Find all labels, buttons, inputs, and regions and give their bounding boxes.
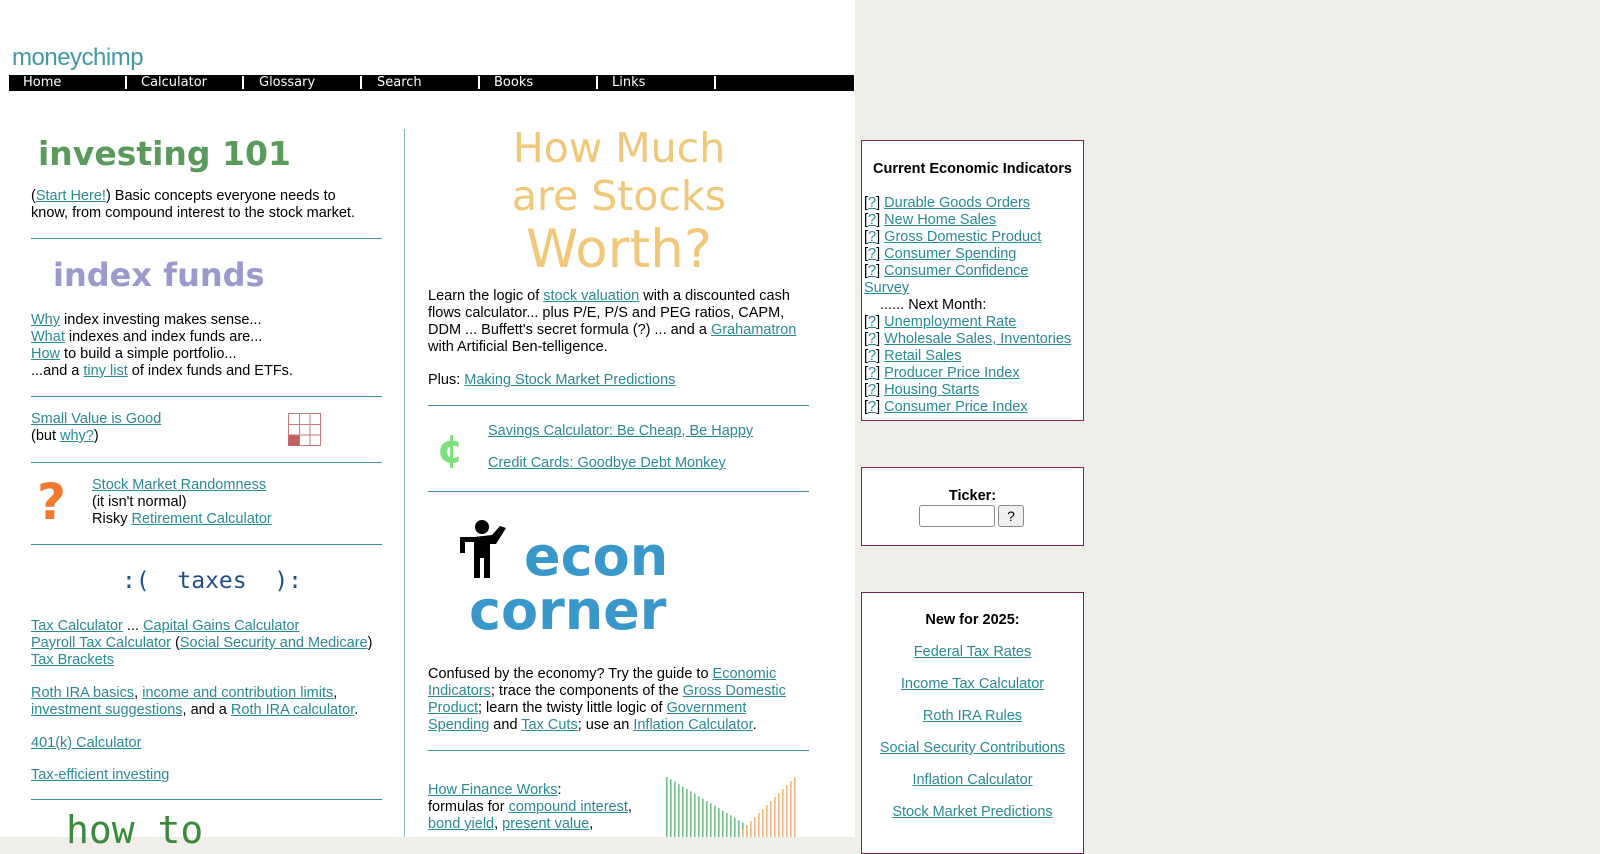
indicator-wholesale-sales-inventories-link[interactable]: Wholesale Sales, Inventories [884, 331, 1072, 347]
bar-orange [782, 789, 784, 837]
thinking-person-icon[interactable] [458, 518, 516, 580]
site-logo[interactable]: moneychimp [12, 44, 144, 71]
bar-green [698, 796, 700, 837]
bar-green [718, 808, 720, 837]
start-here-link[interactable]: Start Here! [35, 188, 106, 204]
bar-orange [750, 821, 752, 837]
econ-title-line-1[interactable]: econ [524, 525, 669, 588]
bar-green [702, 799, 704, 837]
divider [428, 491, 809, 492]
present-value-link[interactable]: present value [502, 816, 590, 832]
retirement-line: Risky Retirement Calculator [92, 511, 272, 527]
indicator-row: [?] Consumer Spending [864, 246, 1017, 262]
nav-books[interactable]: Books [494, 75, 534, 90]
indicator-help-link[interactable]: ? [868, 246, 877, 262]
indicators-panel [861, 140, 1084, 421]
nav-separator [478, 76, 480, 89]
savings-calculator-link[interactable]: Savings Calculator: Be Cheap, Be Happy [488, 423, 754, 439]
indicator-help-link[interactable]: ? [868, 382, 877, 398]
how-line: How to build a simple portfolio... [31, 346, 237, 362]
small-value-link[interactable]: Small Value is Good [31, 411, 162, 427]
indicator-help-link[interactable]: ? [868, 331, 877, 347]
nav-bar [9, 75, 854, 91]
bar-orange [794, 777, 796, 837]
indicator-row: [?] Housing Starts [864, 382, 980, 398]
capital-gains-link[interactable]: Capital Gains Calculator [143, 618, 300, 634]
ticker-label: Ticker: [948, 488, 997, 504]
stocks-title-line-3[interactable]: Worth? [525, 219, 713, 280]
401k-calculator-link[interactable]: 401(k) Calculator [31, 735, 142, 751]
government-spending-link-cont[interactable]: Spending [428, 717, 490, 733]
tax-calculator-link[interactable]: Tax Calculator [31, 618, 123, 634]
bar-orange [786, 785, 788, 837]
ticker-input[interactable] [919, 505, 995, 527]
tax-cuts-link[interactable]: Tax Cuts [521, 717, 578, 733]
intro-line-2: know, from compound interest to the stock market. [31, 205, 355, 221]
indicators-title: Current Economic Indicators [872, 161, 1072, 177]
finance-bars-graphic[interactable] [664, 774, 800, 837]
new-2025-social-security-contributions-link[interactable]: Social Security Contributions [879, 740, 1066, 756]
indicator-row: [?] Retail Sales [864, 348, 962, 364]
divider [31, 462, 382, 463]
bar-green [710, 803, 712, 837]
brackets-line [31, 652, 114, 669]
savings-line [488, 423, 753, 440]
new-2025-panel [861, 592, 1084, 854]
stocks-title-line-2[interactable]: are Stocks [511, 172, 727, 220]
ticker-panel [861, 467, 1084, 546]
new-2025-income-tax-calculator-link[interactable]: Income Tax Calculator [900, 676, 1045, 692]
bar-green [678, 784, 680, 837]
roth-line-1: Roth IRA basics, income and contribution limits, [31, 685, 338, 701]
bar-orange [758, 813, 760, 837]
ticker-submit-button[interactable]: ? [998, 505, 1024, 527]
k401-line [31, 735, 141, 752]
what-link[interactable]: What [31, 329, 65, 345]
divider [428, 750, 809, 751]
indicator-producer-price-index-link[interactable]: Producer Price Index [884, 365, 1020, 381]
but-why-line: (but why?) [31, 428, 99, 444]
indicator-consumer-spending-link[interactable]: Consumer Spending [884, 246, 1017, 262]
nav-glossary[interactable]: Glossary [259, 75, 316, 90]
small-value-line [31, 411, 161, 428]
but-why-link[interactable]: why? [60, 428, 94, 444]
indicator-row: [?] Wholesale Sales, Inventories [864, 331, 1072, 347]
indicator-retail-sales-link[interactable]: Retail Sales [884, 348, 962, 364]
bar-orange [762, 809, 764, 837]
compound-interest-link[interactable]: compound interest [508, 799, 628, 815]
indicator-help-link[interactable]: ? [868, 229, 877, 245]
stock-valuation-link[interactable]: stock valuation [543, 288, 640, 304]
roth-calculator-link[interactable]: Roth IRA calculator [230, 702, 355, 718]
gdp-link[interactable]: Gross Domestic [682, 683, 786, 699]
new-2025-roth-ira-rules-link[interactable]: Roth IRA Rules [922, 708, 1023, 724]
gdp-link-cont[interactable]: Product [428, 700, 478, 716]
indicator-row: [?] Gross Domestic Product [864, 229, 1042, 245]
bar-orange [774, 797, 776, 837]
taxes-title[interactable]: :( taxes ): [122, 568, 303, 594]
indicator-unemployment-rate-link[interactable]: Unemployment Rate [884, 314, 1017, 330]
bond-line: bond yield, present value, [428, 816, 594, 832]
finance-works-line: How Finance Works: [428, 782, 562, 798]
new-2025-inflation-calculator-link[interactable]: Inflation Calculator [912, 772, 1033, 788]
how-link[interactable]: How [31, 346, 61, 362]
indicator-help-link[interactable]: ? [868, 212, 877, 228]
grahamatron-link[interactable]: Grahamatron [710, 322, 797, 338]
investing-101-title[interactable]: investing 101 [38, 134, 291, 173]
indicator-consumer-price-index-link[interactable]: Consumer Price Index [884, 399, 1028, 415]
new-2025-title: New for 2025: [925, 612, 1020, 628]
index-funds-title[interactable]: index funds [53, 256, 265, 294]
bar-green [666, 777, 668, 837]
econ-line-3: Product; learn the twisty little logic of Government [428, 700, 747, 716]
indicator-row: [?] Consumer Price Index [864, 399, 1028, 415]
nav-separator [360, 76, 362, 89]
divider [31, 544, 382, 545]
inflation-calculator-link[interactable]: Inflation Calculator [633, 717, 753, 733]
indicator-row: [?] New Home Sales [864, 212, 997, 228]
bar-green [686, 789, 688, 837]
stocks-title-line-1[interactable]: How Much [512, 124, 726, 172]
valuation-line-2: flows calculator... plus P/E, P/S and PEG ratios, CAPM, [428, 305, 785, 321]
indicator-help-link[interactable]: ? [868, 399, 877, 415]
nav-search[interactable]: Search [377, 75, 422, 90]
nav-links[interactable]: Links [612, 75, 646, 90]
tax-efficient-line [31, 767, 169, 784]
econ-line-1: Confused by the economy? Try the guide to Economic [428, 666, 777, 682]
bond-yield-link[interactable]: bond yield [428, 816, 495, 832]
indicator-new-home-sales-link[interactable]: New Home Sales [884, 212, 997, 228]
predictions-link[interactable]: Making Stock Market Predictions [464, 372, 676, 388]
payroll-line: Payroll Tax Calculator (Social Security and Medicare) [31, 635, 373, 651]
divider [31, 238, 382, 239]
nav-calculator[interactable]: Calculator [141, 75, 208, 90]
indicator-row: [?] Consumer Confidence [864, 263, 1029, 279]
econ-line-2: Indicators; trace the components of the Gross Domestic [428, 683, 786, 699]
how-finance-works-link[interactable]: How Finance Works [428, 782, 558, 798]
bar-orange [746, 825, 748, 837]
bar-orange [742, 829, 744, 837]
valuation-line-4: with Artificial Ben-telligence. [428, 339, 608, 355]
credit-cards-link[interactable]: Credit Cards: Goodbye Debt Monkey [488, 455, 726, 471]
tax-calc-line: Tax Calculator ... Capital Gains Calculator [31, 618, 300, 634]
bar-orange [778, 793, 780, 837]
bar-green [674, 782, 676, 837]
government-spending-link[interactable]: Government [666, 700, 747, 716]
bar-orange [770, 801, 772, 837]
indicator-help-link[interactable]: ? [868, 348, 877, 364]
social-security-medicare-link[interactable]: Social Security and Medicare [179, 635, 368, 651]
bar-green [694, 794, 696, 837]
tiny-list-link[interactable]: tiny list [83, 363, 128, 379]
indicator-consumer-confidence-link[interactable]: Consumer Confidence [884, 263, 1029, 279]
econ-title-line-2[interactable]: corner [469, 579, 667, 642]
new-2025-federal-tax-rates-link[interactable]: Federal Tax Rates [913, 644, 1032, 660]
column-divider [404, 129, 405, 837]
new-2025-stock-market-predictions-link[interactable]: Stock Market Predictions [892, 804, 1053, 820]
divider [31, 799, 382, 800]
indicator-housing-starts-link[interactable]: Housing Starts [884, 382, 980, 398]
nav-separator [242, 76, 244, 89]
survey-line [864, 280, 909, 297]
intro-line-1: (Start Here!) Basic concepts everyone needs to [31, 188, 336, 204]
bar-green [706, 801, 708, 837]
style-box-grid-icon[interactable] [288, 413, 321, 446]
nav-separator [714, 76, 716, 89]
randomness-link[interactable]: Stock Market Randomness [92, 477, 267, 493]
divider [31, 396, 382, 397]
retirement-calculator-link[interactable]: Retirement Calculator [131, 511, 272, 527]
economic-indicators-link[interactable]: Economic [712, 666, 777, 682]
indicator-row: [?] Durable Goods Orders [864, 195, 1031, 211]
valuation-line-1: Learn the logic of stock valuation with a discounted cash [428, 288, 790, 304]
roth-line-2: investment suggestions, and a Roth IRA calculator. [31, 702, 359, 718]
indicator-help-link[interactable]: ? [868, 263, 877, 279]
credit-line [488, 455, 726, 472]
indicator-help-link[interactable]: ? [868, 365, 877, 381]
investment-suggestions-link[interactable]: investment suggestions [31, 702, 183, 718]
bar-green [690, 791, 692, 837]
bar-green [734, 818, 736, 837]
econ-line-4: Spending and Tax Cuts; use an Inflation Calculator. [428, 717, 757, 733]
indicator-help-link[interactable]: ? [868, 314, 877, 330]
formulas-line: formulas for compound interest, [428, 799, 632, 815]
next-month-label: ...... Next Month: [880, 297, 987, 313]
randomness-line [92, 477, 266, 494]
indicator-row: [?] Producer Price Index [864, 365, 1020, 381]
cent-icon: ¢ [437, 427, 464, 471]
valuation-line-3: DDM ... Buffett's secret formula (?) ... and a Grahamatron [428, 322, 797, 338]
indicator-help-link[interactable]: ? [868, 195, 877, 211]
nav-separator [125, 76, 127, 89]
bar-green [726, 813, 728, 837]
tax-brackets-link[interactable]: Tax Brackets [31, 652, 114, 668]
bar-orange [766, 805, 768, 837]
bar-green [670, 779, 672, 837]
bar-green [682, 787, 684, 837]
indicator-row: [?] Unemployment Rate [864, 314, 1017, 330]
indicator-survey-link[interactable]: Survey [864, 280, 910, 296]
question-mark-icon: ? [37, 473, 67, 531]
income-limits-link[interactable]: income and contribution limits [142, 685, 334, 701]
bar-orange [754, 817, 756, 837]
bar-green [714, 806, 716, 837]
bar-green [738, 820, 740, 837]
divider [428, 405, 809, 406]
indicator-durable-goods-orders-link[interactable]: Durable Goods Orders [884, 195, 1031, 211]
roth-basics-link[interactable]: Roth IRA basics [31, 685, 135, 701]
predictions-line: Plus: Making Stock Market Predictions [428, 372, 676, 388]
tax-efficient-link[interactable]: Tax-efficient investing [31, 767, 170, 783]
economic-indicators-link-cont[interactable]: Indicators [428, 683, 491, 699]
how-to-title[interactable]: how to [66, 808, 204, 852]
nav-home[interactable]: Home [23, 75, 62, 90]
payroll-tax-link[interactable]: Payroll Tax Calculator [31, 635, 171, 651]
why-line: Why index investing makes sense... [31, 312, 262, 328]
tiny-list-line: ...and a tiny list of index funds and ETFs. [31, 363, 293, 379]
bar-orange [790, 781, 792, 837]
bar-green [730, 815, 732, 837]
nav-separator [596, 76, 598, 89]
bar-green [722, 811, 724, 837]
indicator-gross-domestic-product-link[interactable]: Gross Domestic Product [884, 229, 1042, 245]
not-normal-text: (it isn't normal) [92, 494, 187, 510]
why-link[interactable]: Why [31, 312, 60, 328]
what-line: What indexes and index funds are... [31, 329, 263, 345]
